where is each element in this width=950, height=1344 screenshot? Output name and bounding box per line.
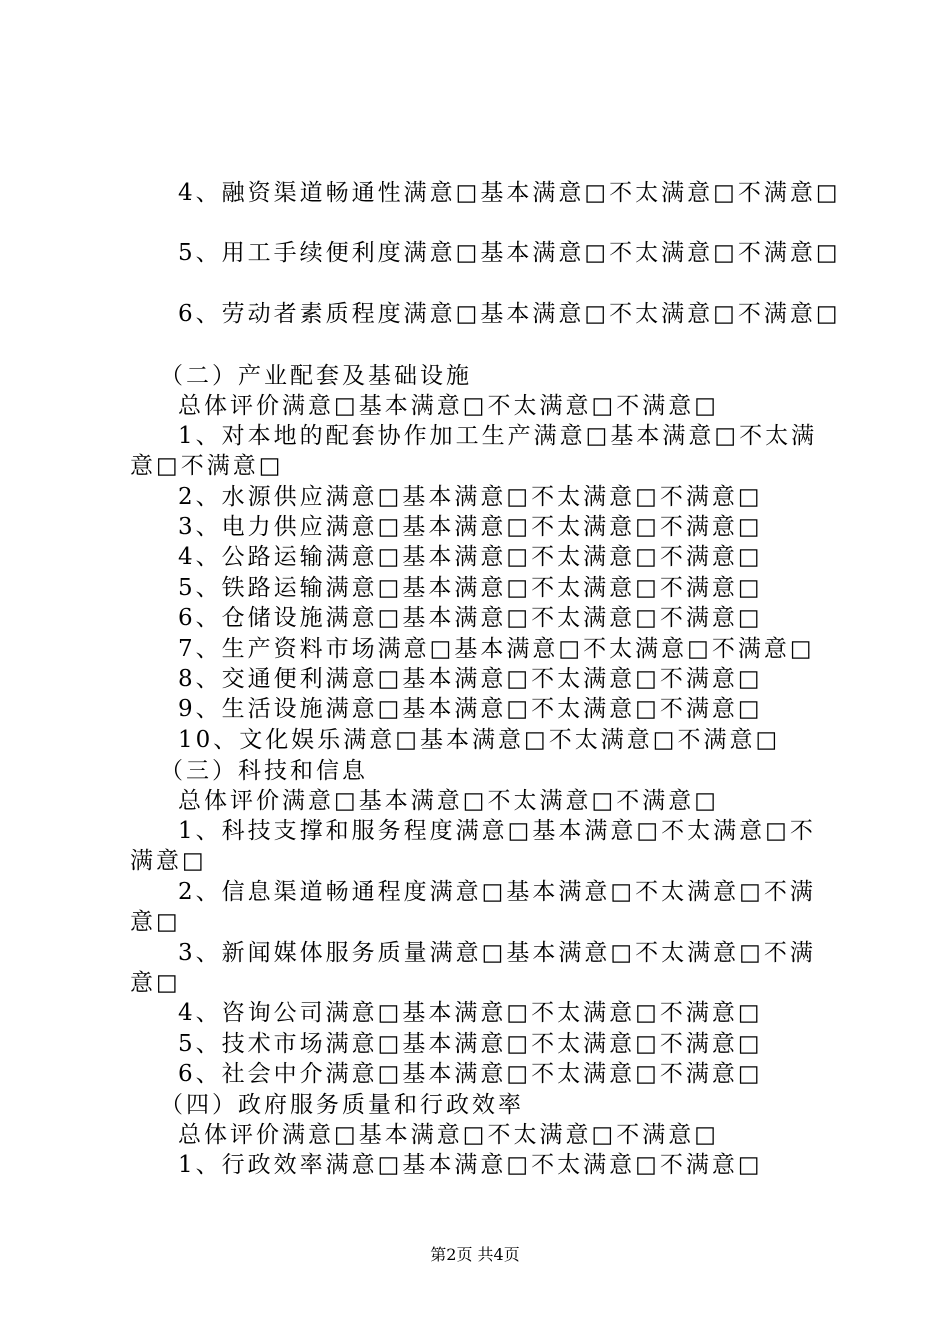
text-line: 6、仓储设施满意□基本满意□不太满意□不满意□ [178,605,763,631]
text-line: 5、用工手续便利度满意□基本满意□不太满意□不满意□ [178,240,841,266]
text-line: 6、劳动者素质程度满意□基本满意□不太满意□不满意□ [178,301,841,327]
text-line: 9、生活设施满意□基本满意□不太满意□不满意□ [178,696,763,722]
section-heading: （四）政府服务质量和行政效率 [160,1092,524,1118]
text-line: 总体评价满意□基本满意□不太满意□不满意□ [178,1122,719,1148]
text-line: 4、融资渠道畅通性满意□基本满意□不太满意□不满意□ [178,180,841,206]
text-line: 8、交通便利满意□基本满意□不太满意□不满意□ [178,666,763,692]
text-line: 1、科技支撑和服务程度满意□基本满意□不太满意□不满意□ [130,818,816,874]
text-line: 7、生产资料市场满意□基本满意□不太满意□不满意□ [178,636,815,662]
section-heading: （二）产业配套及基础设施 [160,363,472,389]
text-line: 3、电力供应满意□基本满意□不太满意□不满意□ [178,514,763,540]
text-line: 4、咨询公司满意□基本满意□不太满意□不满意□ [178,1000,763,1026]
text-line: 总体评价满意□基本满意□不太满意□不满意□ [178,393,719,419]
section-heading: （三）科技和信息 [160,758,368,784]
text-line: 3、新闻媒体服务质量满意□基本满意□不太满意□不满意□ [130,940,816,996]
text-line: 5、铁路运输满意□基本满意□不太满意□不满意□ [178,575,763,601]
text-line: 10、文化娱乐满意□基本满意□不太满意□不满意□ [178,727,781,753]
text-line: 总体评价满意□基本满意□不太满意□不满意□ [178,788,719,814]
text-line: 4、公路运输满意□基本满意□不太满意□不满意□ [178,544,763,570]
text-line: 1、对本地的配套协作加工生产满意□基本满意□不太满意□不满意□ [130,423,818,479]
page-number-footer: 第2页 共4页 [430,1245,520,1264]
text-line: 6、社会中介满意□基本满意□不太满意□不满意□ [178,1061,763,1087]
text-line: 1、行政效率满意□基本满意□不太满意□不满意□ [178,1152,763,1178]
text-line: 2、水源供应满意□基本满意□不太满意□不满意□ [178,484,763,510]
text-line: 2、信息渠道畅通程度满意□基本满意□不太满意□不满意□ [130,879,816,935]
text-line: 5、技术市场满意□基本满意□不太满意□不满意□ [178,1031,763,1057]
